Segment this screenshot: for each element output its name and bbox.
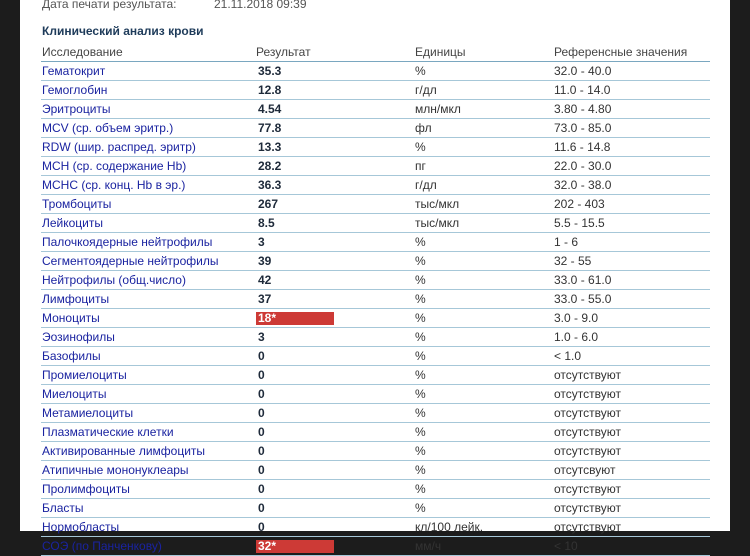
result-value: 0 [258,463,265,477]
table-row [41,138,710,157]
result-value: 13.3 [258,140,282,154]
table-row [41,347,710,366]
reference-cell: отсутствуют [553,442,710,461]
result-value: 0 [258,501,265,515]
units-cell: % [414,366,553,385]
units-cell: фл [414,119,553,138]
reference-cell: 11.6 - 14.8 [553,138,710,157]
test-name[interactable]: Палочкоядерные нейтрофилы [41,233,255,252]
test-name[interactable]: Промиелоциты [41,366,255,385]
result-cell [255,176,414,195]
table-row [41,404,710,423]
table-row [41,252,710,271]
result-cell [255,442,414,461]
result-value: 39 [258,254,272,268]
result-value: 35.3 [258,64,282,78]
reference-cell: 32.0 - 40.0 [553,62,710,81]
result-cell [255,62,414,81]
table-row [41,176,710,195]
reference-cell: отсутствуют [553,518,710,537]
result-value: 0 [258,444,265,458]
results-body [41,62,710,556]
units-cell: пг [414,157,553,176]
table-row [41,442,710,461]
units-cell: % [414,290,553,309]
column-header-units: Единицы [414,43,553,62]
result-cell [255,290,414,309]
result-value: 0 [258,425,265,439]
units-cell: % [414,385,553,404]
reference-cell: 5.5 - 15.5 [553,214,710,233]
reference-cell: 3.80 - 4.80 [553,100,710,119]
test-name[interactable]: Эозинофилы [41,328,255,347]
test-name[interactable]: MCH (ср. содержание Hb) [41,157,255,176]
reference-cell: отсутствуют [553,480,710,499]
reference-cell: < 1.0 [553,347,710,366]
result-value: 0 [258,520,265,534]
table-row [41,195,710,214]
units-cell: % [414,309,553,328]
result-cell [255,423,414,442]
table-row [41,100,710,119]
units-cell: % [414,252,553,271]
test-name[interactable]: Активированные лимфоциты [41,442,255,461]
test-name[interactable]: Бласты [41,499,255,518]
report-sheet [20,0,730,553]
reference-cell: 1.0 - 6.0 [553,328,710,347]
result-value: 3 [258,235,265,249]
column-header-result: Результат [255,43,414,62]
units-cell: % [414,62,553,81]
result-value: 0 [258,349,265,363]
reference-cell: < 10 [553,537,710,556]
test-name[interactable]: MCV (ср. объем эритр.) [41,119,255,138]
units-cell: % [414,347,553,366]
result-cell [255,309,414,328]
test-name[interactable]: Сегментоядерные нейтрофилы [41,252,255,271]
reference-cell: 11.0 - 14.0 [553,81,710,100]
reference-cell: отсутствуют [553,404,710,423]
test-name[interactable]: Гемоглобин [41,81,255,100]
result-value: 12.8 [258,83,282,97]
test-name[interactable]: MCHC (ср. конц. Hb в эр.) [41,176,255,195]
result-value: 28.2 [258,159,282,173]
table-row [41,271,710,290]
print-date-line [42,0,307,11]
units-cell: мм/ч [414,537,553,556]
result-cell [255,404,414,423]
table-row [41,81,710,100]
units-cell: % [414,404,553,423]
table-row [41,233,710,252]
table-row [41,537,710,556]
result-cell [255,271,414,290]
units-cell: % [414,328,553,347]
units-cell: млн/мкл [414,100,553,119]
table-row [41,518,710,537]
reference-cell: 73.0 - 85.0 [553,119,710,138]
section-title: Клинический анализ крови [42,24,204,38]
reference-cell: 33.0 - 61.0 [553,271,710,290]
result-cell [255,518,414,537]
units-cell: % [414,480,553,499]
reference-cell: 22.0 - 30.0 [553,157,710,176]
result-cell [255,138,414,157]
result-cell [255,81,414,100]
result-value: 36.3 [258,178,282,192]
result-cell [255,328,414,347]
result-value: 0 [258,368,265,382]
result-value-abnormal: 18* [256,312,334,325]
result-value-abnormal: 32* [256,540,334,553]
result-value: 37 [258,292,272,306]
test-name[interactable]: СОЭ (по Панченкову) [41,537,255,556]
test-name[interactable]: Эритроциты [41,100,255,119]
test-name[interactable]: Тромбоциты [41,195,255,214]
units-cell: г/дл [414,81,553,100]
table-row [41,309,710,328]
test-name[interactable]: Базофилы [41,347,255,366]
results-table [41,43,710,556]
result-value: 8.5 [258,216,275,230]
test-name[interactable]: Нейтрофилы (общ.число) [41,271,255,290]
result-value: 42 [258,273,272,287]
result-cell [255,119,414,138]
reference-cell: отсутсвуют [553,461,710,480]
units-cell: % [414,138,553,157]
units-cell: % [414,423,553,442]
units-cell: % [414,233,553,252]
reference-cell: 1 - 6 [553,233,710,252]
table-header-row [41,43,710,62]
result-cell [255,480,414,499]
table-row [41,157,710,176]
test-name[interactable]: Миелоциты [41,385,255,404]
result-value: 77.8 [258,121,282,135]
test-name[interactable]: Атипичные мононуклеары [41,461,255,480]
result-value: 0 [258,482,265,496]
test-name[interactable]: Моноциты [41,309,255,328]
test-name[interactable]: Гематокрит [41,62,255,81]
units-cell: г/дл [414,176,553,195]
result-cell [255,499,414,518]
table-row [41,366,710,385]
table-row [41,328,710,347]
units-cell: % [414,271,553,290]
result-cell [255,252,414,271]
units-cell: % [414,442,553,461]
table-row [41,461,710,480]
print-date-label: Дата печати результата: [42,0,177,11]
table-row [41,385,710,404]
result-value: 0 [258,387,265,401]
reference-cell: отсутствуют [553,366,710,385]
column-header-test: Исследование [41,43,255,62]
result-cell [255,537,414,556]
units-cell: % [414,499,553,518]
table-row [41,290,710,309]
result-cell [255,347,414,366]
test-name[interactable]: Плазматические клетки [41,423,255,442]
result-value: 267 [258,197,279,211]
reference-cell: 33.0 - 55.0 [553,290,710,309]
table-row [41,62,710,81]
result-value: 3 [258,330,265,344]
units-cell: тыс/мкл [414,195,553,214]
units-cell: % [414,461,553,480]
result-cell [255,233,414,252]
reference-cell: 32.0 - 38.0 [553,176,710,195]
reference-cell: отсутствуют [553,423,710,442]
test-name[interactable]: Лейкоциты [41,214,255,233]
test-name[interactable]: Пролимфоциты [41,480,255,499]
reference-cell: отсутствуют [553,385,710,404]
table-row [41,119,710,138]
reference-cell: отсутствуют [553,499,710,518]
units-cell: тыс/мкл [414,214,553,233]
result-cell [255,157,414,176]
units-cell: кл/100 лейк. [414,518,553,537]
reference-cell: 202 - 403 [553,195,710,214]
table-row [41,499,710,518]
result-cell [255,195,414,214]
result-cell [255,461,414,480]
table-row [41,423,710,442]
column-header-reference: Референсные значения [553,43,710,62]
result-cell [255,385,414,404]
result-cell [255,366,414,385]
reference-cell: 3.0 - 9.0 [553,309,710,328]
test-name[interactable]: Лимфоциты [41,290,255,309]
table-row [41,214,710,233]
result-value: 4.54 [258,102,282,116]
result-cell [255,214,414,233]
table-row [41,480,710,499]
result-cell [255,100,414,119]
result-value: 0 [258,406,265,420]
test-name[interactable]: Нормобласты [41,518,255,537]
reference-cell: 32 - 55 [553,252,710,271]
test-name[interactable]: RDW (шир. распред. эритр) [41,138,255,157]
print-date-value: 21.11.2018 09:39 [214,0,307,11]
test-name[interactable]: Метамиелоциты [41,404,255,423]
